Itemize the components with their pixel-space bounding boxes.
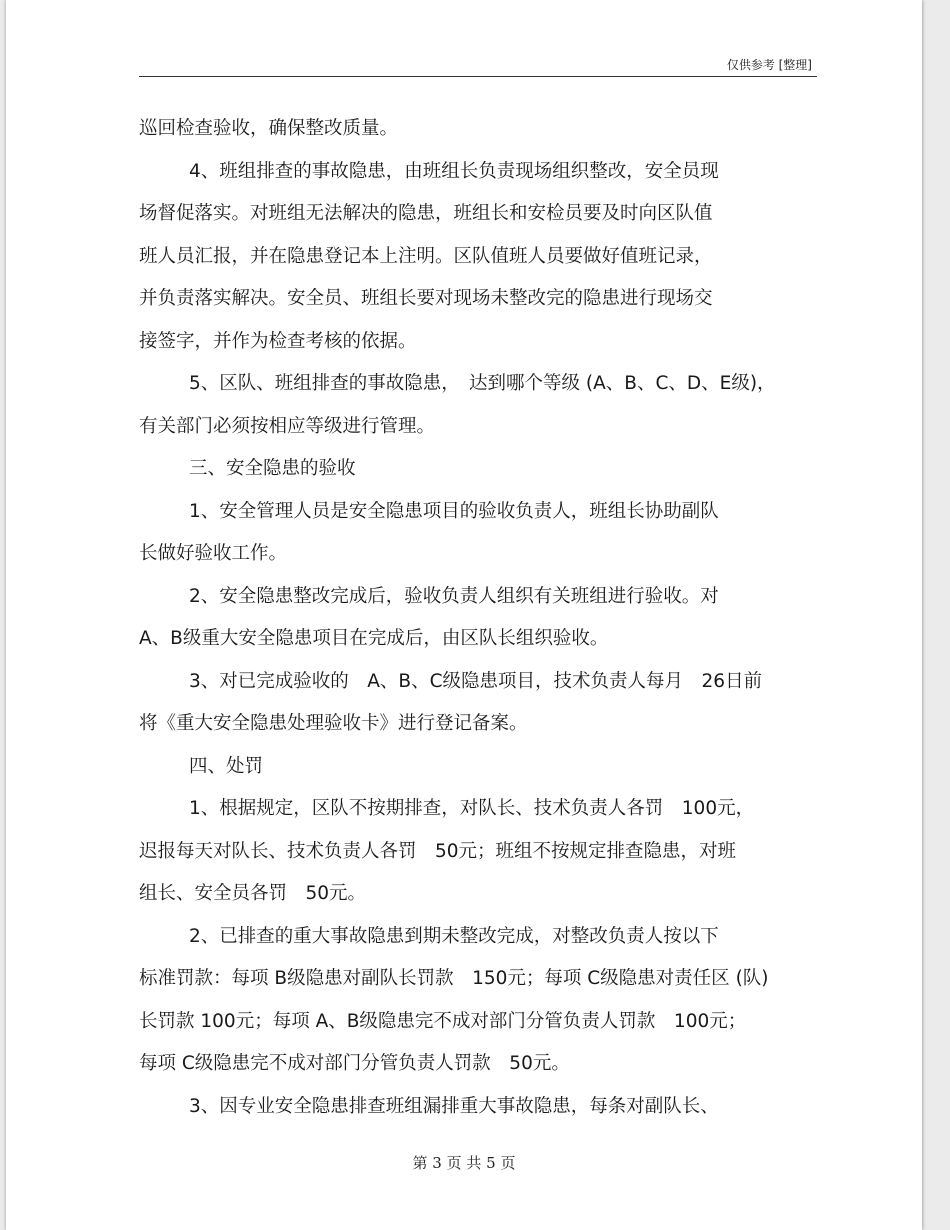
text-line: 2、已排查的重大事故隐患到期未整改完成，对整改负责人按以下	[189, 925, 719, 947]
body-text	[139, 108, 819, 1128]
text-line: 3、因专业安全隐患排查班组漏排重大事故隐患，每条对副队长、	[189, 1095, 719, 1117]
text-line: 并负责落实解决。安全员、班组长要对现场未整改完的隐患进行现场交	[139, 288, 713, 309]
text-line: 班人员汇报，并在隐患登记本上注明。区队值班人员要做好值班记录，	[139, 245, 713, 267]
text-line: 长罚款 100元；每项 A、B级隐患完不成对部门分管负责人罚款 100元；	[139, 1010, 747, 1032]
text-line: 长做好验收工作。	[139, 543, 288, 564]
text-line: 4、班组排查的事故隐患，由班组长负责现场组织整改，安全员现	[189, 160, 719, 182]
text-line: 将《重大安全隐患处理验收卡》进行登记备案。	[139, 713, 528, 734]
text-line: 接签字，并作为检查考核的依据。	[139, 330, 417, 352]
text-line: 5、区队、班组排查的事故隐患， 达到哪个等级 (A、B、C、D、E级)，	[189, 373, 776, 394]
text-line: 1、根据规定，区队不按期排查，对队长、技术负责人各罚 100元，	[189, 798, 755, 819]
section-heading: 四、处罚	[189, 755, 264, 777]
text-line: 每项 C级隐患完不成对部门分管负责人罚款 50元。	[139, 1053, 570, 1074]
text-line: 有关部门必须按相应等级进行管理。	[139, 415, 436, 437]
text-line: 2、安全隐患整改完成后，验收负责人组织有关班组进行验收。对	[189, 585, 719, 607]
page-number: 第 3 页 共 5 页	[412, 1154, 516, 1172]
text-line: 巡回检查验收，确保整改质量。	[139, 118, 399, 139]
text-line: 标准罚款：每项 B级隐患对副队长罚款 150元；每项 C级隐患对责任区 (队)	[139, 968, 769, 989]
text-line: 组长、安全员各罚 50元。	[139, 883, 367, 904]
header-note: 仅供参考 [整理]	[726, 58, 812, 72]
document-page	[6, 0, 922, 1230]
header-rule	[139, 76, 817, 77]
section-heading: 三、安全隐患的验收	[189, 458, 356, 479]
text-line: A、B级重大安全隐患项目在完成后，由区队长组织验收。	[139, 628, 609, 649]
text-line: 1、安全管理人员是安全隐患项目的验收负责人，班组长协助副队	[189, 500, 719, 522]
text-line: 迟报每天对队长、技术负责人各罚 50元；班组不按规定排查隐患，对班	[139, 840, 737, 862]
text-line: 3、对已完成验收的 A、B、C级隐患项目，技术负责人每月 26日前	[189, 670, 763, 692]
text-line: 场督促落实。对班组无法解决的隐患，班组长和安检员要及时向区队值	[139, 203, 713, 224]
